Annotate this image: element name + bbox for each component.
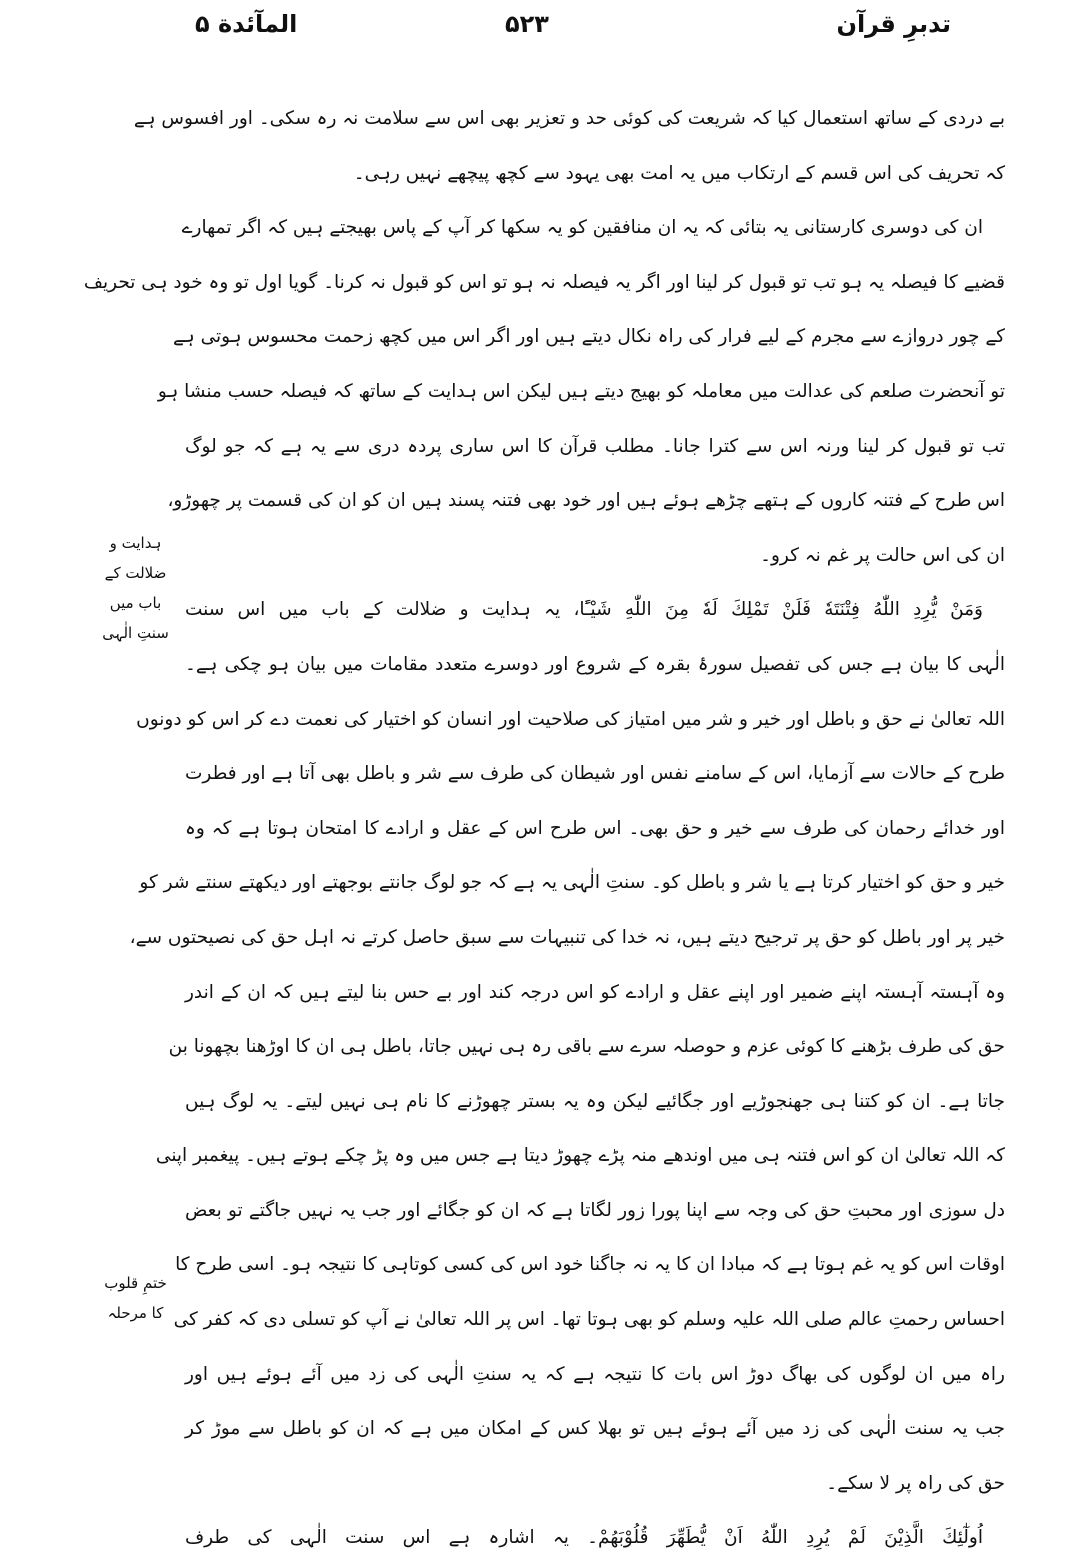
text-line: خیر پر اور باطل کو حق پر ترجیح دیتے ہیں، نہ خدا کی تنبیہات سے سبق حاصل کرتے نہ اہل حق کی نصیحتوں سے،	[129, 926, 1005, 948]
text-line: کہ تحریف کی اس قسم کے ارتکاب میں یہ امت بھی یہود سے کچھ پیچھے نہیں رہی۔	[353, 162, 1005, 184]
page-number: ۵۲۳	[505, 10, 549, 38]
margin-note-line: ختمِ قلوب	[104, 1274, 167, 1292]
surah-name: المآئدة ۵	[195, 10, 298, 38]
text-line: اور خدائے رحمان کی طرف سے خیر و حق بھی۔ اس طرح اس کے عقل و ارادے کا امتحان ہوتا ہے کہ وہ	[185, 817, 1005, 839]
text-line: اُولٰٓئِكَ الَّذِيْنَ لَمْ يُرِدِ اللّٰهُ اَنْ يُّطَهِّرَ قُلُوْبَهُمْ۔ یہ اشارہ ہے اس سنت الٰہی کی طرف	[185, 1527, 983, 1549]
text-line: دل سوزی اور محبتِ حق کی وجہ سے اپنا پورا زور لگاتا ہے کہ ان کو جگائے اور جب یہ نہیں جاگتے تو بعض	[185, 1199, 1005, 1221]
text-line: کہ اللہ تعالیٰ ان کو اس فتنہ ہی میں اوندھے منہ پڑے چھوڑ دیتا ہے جس میں وہ پڑ چکے ہوتے ہیں۔ پیغمبر اپنی	[155, 1145, 1005, 1167]
margin-note-line: باب میں	[109, 594, 162, 612]
margin-note-line: سنتِ الٰہی	[102, 624, 169, 642]
text-line: خیر و حق کو اختیار کرتا ہے یا شر و باطل کو۔ سنتِ الٰہی یہ ہے کہ جو لوگ جانتے بوجھتے اور دیکھتے سنتے شر کو	[139, 872, 1005, 894]
margin-note-line: ہدایت و	[109, 534, 162, 552]
text-line: حق کی طرف بڑھنے کا کوئی عزم و حوصلہ سرے سے باقی رہ ہی نہیں جاتا، باطل ہی ان کا اوڑھنا بچھونا بن	[168, 1036, 1005, 1058]
text-line: اللہ تعالیٰ نے حق و باطل اور خیر و شر میں امتیاز کی صلاحیت اور انسان کو اختیار کی نعمت دے کر اس کو دونوں	[136, 708, 1005, 730]
text-line: تو آنحضرت صلعم کی عدالت میں معاملہ کو بھیج دیتے ہیں لیکن اس ہدایت کے ساتھ کہ فیصلہ حسب منشا ہو	[157, 380, 1005, 402]
text-line: وَمَنْ يُّرِدِ اللّٰهُ فِتْنَتَهٗ فَلَنْ تَمْلِكَ لَهٗ مِنَ اللّٰهِ شَيْـًٔا، یہ ہدایت و ضلالت کے باب میں اس سنت	[185, 599, 983, 621]
text-line: کے چور دروازے سے مجرم کے لیے فرار کی راہ نکال دیتے ہیں اور اگر اس میں کچھ زحمت محسوس ہوتی ہے	[173, 326, 1005, 348]
text-line: جب یہ سنت الٰہی کی زد میں آئے ہوئے ہیں تو بھلا کس کے امکان میں ہے کہ ان کو باطل سے موڑ کر	[185, 1418, 1005, 1440]
text-line: حق کی راہ پر لا سکے۔	[826, 1472, 1005, 1494]
margin-note	[88, 528, 183, 648]
text-line: الٰہی کا بیان ہے جس کی تفصیل سورۂ بقرہ کے شروع اور دوسرے متعدد مقامات میں بیان ہو چکی ہے۔	[185, 653, 1005, 675]
text-line: قضیے کا فیصلہ یہ ہو تب تو قبول کر لینا اور اگر یہ فیصلہ نہ ہو تو اس کو قبول نہ کرنا۔ گویا اول تو وہ خود ہی تحریف	[83, 271, 1005, 293]
text-line: اس طرح کے فتنہ کاروں کے ہتھے چڑھے ہوئے ہیں اور خود بھی فتنہ پسند ہیں ان کو ان کی قسمت پر چھوڑو،	[167, 490, 1005, 512]
book-title: تدبرِ قرآن	[836, 10, 951, 38]
text-line: ان کی دوسری کارستانی یہ بتائی کہ یہ ان منافقین کو یہ سکھا کر آپ کے پاس بھیجتے ہیں کہ اگر تمھارے	[181, 217, 983, 239]
text-line: وہ آہستہ آہستہ اپنے ضمیر اور اپنے عقل و ارادے کو اس درجہ کند اور بے حس بنا لیتے ہیں کہ ان کے اندر	[185, 981, 1005, 1003]
page-header	[0, 8, 1071, 48]
text-line: طرح کے حالات سے آزمایا، اس کے سامنے نفس اور شیطان کی طرف سے شر و باطل بھی آتا ہے اور فطرت	[185, 763, 1005, 785]
text-line: احساس رحمتِ عالم صلی اللہ علیہ وسلم کو بھی ہوتا تھا۔ اس پر اللہ تعالیٰ نے آپ کو تسلی دی کہ کفر کی	[173, 1309, 1005, 1331]
margin-note-line: ضلالت کے	[104, 564, 167, 582]
text-line: جاتا ہے۔ ان کو کتنا ہی جھنجوڑیے اور جگائیے لیکن وہ یہ بستر چھوڑنے کا نام ہی نہیں لیتے۔ یہ لوگ ہیں	[185, 1090, 1005, 1112]
text-line: تب تو قبول کر لینا ورنہ اس سے کترا جانا۔ مطلب قرآن کا اس ساری پردہ دری سے یہ ہے کہ جو لوگ	[185, 435, 1005, 457]
text-line: بے دردی کے ساتھ استعمال کیا کہ شریعت کی کوئی حد و تعزیر بھی اس سے سلامت نہ رہ سکی۔ اور افسوس ہے	[133, 108, 1005, 129]
text-line: ان کی اس حالت پر غم نہ کرو۔	[760, 544, 1005, 566]
margin-note	[88, 1268, 183, 1328]
text-line: راہ میں ان لوگوں کی بھاگ دوڑ اس بات کا نتیجہ ہے کہ یہ سنتِ الٰہی کی زد میں آئے ہوئے ہیں اور	[185, 1363, 1005, 1385]
text-line: اوقات اس کو یہ غم ہوتا ہے کہ مبادا ان کا یہ نہ جاگنا خود اس کی کسی کوتاہی کا نتیجہ ہو۔ اسی طرح کا	[175, 1254, 1005, 1276]
margin-note-line: کا مرحلہ	[107, 1304, 164, 1322]
